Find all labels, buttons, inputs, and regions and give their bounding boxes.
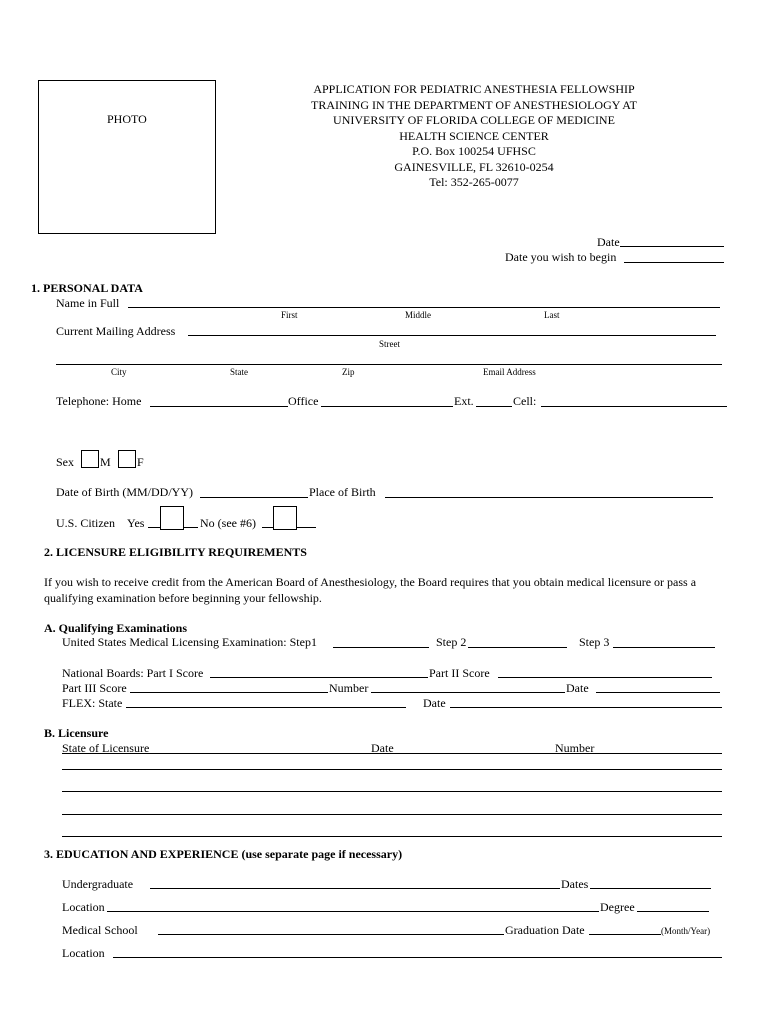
mailing-address-label: Current Mailing Address: [56, 324, 176, 338]
header-line-5: P.O. Box 100254 UFHSC: [412, 144, 536, 158]
street-caption: Street: [379, 339, 400, 349]
citizen-no-checkbox[interactable]: [273, 506, 297, 530]
medical-school-label: Medical School: [62, 923, 138, 937]
office-phone-field[interactable]: [321, 406, 453, 407]
licensure-number-label: Number: [555, 741, 595, 755]
no-label: No (see #6): [200, 516, 256, 530]
date-label: Date: [597, 235, 620, 249]
flex-date-label: Date: [423, 696, 446, 710]
photo-label: PHOTO: [107, 112, 147, 126]
undergraduate-field[interactable]: [150, 888, 560, 889]
licensure-line-1[interactable]: [62, 753, 722, 754]
pob-field[interactable]: [385, 497, 713, 498]
header-line-1: APPLICATION FOR PEDIATRIC ANESTHESIA FELLOWSHIP: [313, 82, 635, 96]
female-checkbox[interactable]: [118, 450, 136, 468]
header-line-3: UNIVERSITY OF FLORIDA COLLEGE OF MEDICINE: [333, 113, 615, 127]
middle-caption: Middle: [405, 310, 431, 320]
step2-label: Step 2: [436, 635, 467, 649]
month-year-caption: (Month/Year): [661, 926, 711, 936]
email-caption: Email Address: [483, 367, 536, 377]
header-line-4: HEALTH SCIENCE CENTER: [399, 128, 549, 143]
degree-label: Degree: [600, 900, 635, 914]
part3-number-label: Number: [329, 681, 369, 695]
qualifying-exams-title: A. Qualifying Examinations: [44, 621, 188, 635]
graduation-date-field[interactable]: [589, 934, 661, 935]
citizen-label: U.S. Citizen: [56, 516, 115, 530]
med-location-label: Location: [62, 946, 105, 960]
pob-label: Place of Birth: [309, 485, 376, 499]
city-caption: City: [111, 367, 127, 377]
degree-field[interactable]: [637, 911, 709, 912]
licensure-paragraph: If you wish to receive credit from the American Board of Anesthesiology, the Board requires that you obtain medical licensure or pass a qualifying examination before beginning your fellowship.: [44, 575, 697, 605]
licensure-date-label: Date: [371, 741, 394, 755]
undergrad-location-field[interactable]: [107, 911, 599, 912]
section-1-title: 1. PERSONAL DATA: [31, 281, 143, 295]
section-2-title: 2. LICENSURE ELIGIBILITY REQUIREMENTS: [44, 545, 307, 559]
home-phone-field[interactable]: [150, 406, 288, 407]
date-field[interactable]: [620, 246, 724, 247]
section-3-title: 3. EDUCATION AND EXPERIENCE (use separate page if necessary): [44, 847, 403, 861]
city-state-zip-field[interactable]: [56, 364, 722, 365]
licensure-line-3[interactable]: [62, 791, 722, 792]
name-label: Name in Full: [56, 296, 120, 310]
begin-date-label: Date you wish to begin: [505, 250, 617, 264]
part3-label: Part III Score: [62, 681, 127, 695]
telephone-home-label: Telephone: Home: [56, 394, 142, 408]
step3-field[interactable]: [613, 647, 715, 648]
dates-field[interactable]: [590, 888, 711, 889]
med-location-field[interactable]: [113, 957, 722, 958]
male-label: M: [100, 455, 111, 469]
step2-field[interactable]: [468, 647, 567, 648]
yes-label: Yes: [127, 516, 145, 530]
begin-date-field[interactable]: [624, 262, 724, 263]
licensure-line-2[interactable]: [62, 769, 722, 770]
ext-field[interactable]: [476, 406, 512, 407]
cell-label: Cell:: [513, 394, 537, 408]
cell-phone-field[interactable]: [541, 406, 727, 407]
part3-date-label: Date: [566, 681, 589, 695]
undergraduate-label: Undergraduate: [62, 877, 134, 891]
first-caption: First: [281, 310, 298, 320]
nb-part2-label: Part II Score: [429, 666, 490, 680]
header-line-2: TRAINING IN THE DEPARTMENT OF ANESTHESIOLOGY AT: [311, 97, 637, 112]
part3-date-field[interactable]: [596, 692, 720, 693]
ext-label: Ext.: [454, 394, 474, 408]
nb-part2-field[interactable]: [498, 677, 712, 678]
last-caption: Last: [544, 310, 560, 320]
step1-field[interactable]: [333, 647, 429, 648]
licensure-line-4[interactable]: [62, 814, 722, 815]
sex-label: Sex: [56, 455, 74, 469]
dob-label: Date of Birth (MM/DD/YY): [56, 485, 193, 499]
licensure-line-5[interactable]: [62, 836, 722, 837]
usmle-label: United States Medical Licensing Examination: Step1: [62, 635, 317, 649]
office-label: Office: [288, 394, 319, 408]
state-of-licensure-label: State of Licensure: [62, 741, 150, 755]
undergrad-location-label: Location: [62, 900, 105, 914]
flex-state-field[interactable]: [126, 707, 406, 708]
step3-label: Step 3: [579, 635, 610, 649]
photo-box: [38, 80, 216, 234]
part3-field[interactable]: [130, 692, 328, 693]
dates-label: Dates: [561, 877, 589, 891]
flex-date-field[interactable]: [450, 707, 722, 708]
part3-number-field[interactable]: [371, 692, 565, 693]
header-line-6: GAINESVILLE, FL 32610-0254: [394, 159, 554, 174]
flex-state-label: FLEX: State: [62, 696, 123, 710]
female-label: F: [137, 455, 144, 469]
graduation-date-label: Graduation Date: [505, 923, 585, 937]
dob-field[interactable]: [200, 497, 308, 498]
nb-part1-label: National Boards: Part I Score: [62, 666, 204, 680]
zip-caption: Zip: [342, 367, 355, 377]
form-header: [270, 82, 678, 191]
mailing-address-field[interactable]: [188, 335, 716, 336]
citizen-yes-checkbox[interactable]: [160, 506, 184, 530]
medical-school-field[interactable]: [158, 934, 504, 935]
name-field[interactable]: [128, 307, 720, 308]
licensure-title: B. Licensure: [44, 726, 109, 740]
state-caption: State: [230, 367, 248, 377]
nb-part1-field[interactable]: [210, 677, 428, 678]
male-checkbox[interactable]: [81, 450, 99, 468]
header-line-7: Tel: 352-265-0077: [429, 175, 519, 189]
